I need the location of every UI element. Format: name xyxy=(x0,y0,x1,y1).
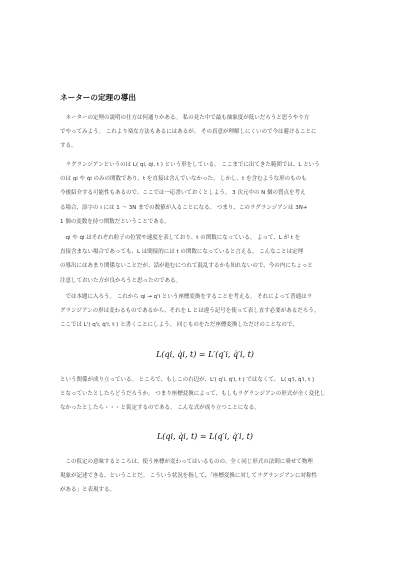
text-line: の導出にはあまり関係ないことだが、話が進むにつれて混乱するかも知れないので、今の内にちょっと xyxy=(60,263,313,270)
text-line: となっていたとしたらどうだろうか。 つまり座標変換によって、もしもラグランジアンの形式が全く変化し xyxy=(60,391,326,398)
text-line: 直接含まない場合であっても、L は間接的には t の関数になっていると言える。 こんなことは定理 xyxy=(60,249,304,256)
text-line: る場合、添字の i には 1 〜 3N までの数値が入ることになる。 つまり、このラグランジアンは 3N+ xyxy=(60,204,308,211)
text-line: がある」と表現する。 xyxy=(60,487,116,494)
equation-invariant-lagrangian: L(qi, q̇i, t) = L(q′i, q̇′i, t) xyxy=(156,432,254,441)
text-line: ここでは L'( q'i, q̇'i, t ) と書くことにしよう。 同じものをただ座標変換しただけのことなので、 xyxy=(60,322,298,329)
paragraph-intro xyxy=(60,111,358,154)
text-line: この仮定の意味するところは、使う座標が変わってはいるものの、全く同じ形式の法則に乗せて物理 xyxy=(60,459,313,465)
equation-transformed-lagrangian: L(qi, q̇i, t) = L′(q′i, q̇′i, t) xyxy=(156,350,254,359)
text-line: する。 xyxy=(60,143,77,150)
text-line: ネーターの定理の説明の仕方は何通りかある。 私の見た中で最も抽象度が低いだろうと思うやり方 xyxy=(60,115,310,121)
text-line: ラグランジアンというのは L( qi, q̇i, t ) という形をしている。 ここまでに出てきた範囲では、L という xyxy=(60,162,320,168)
paragraph-symmetry-assumption xyxy=(60,373,358,416)
section-title: ネーターの定理の導出 xyxy=(60,93,136,102)
text-line: グランジアンの形は変わるものであるから、それを L とは違う記号を使って表し直す必要があるだろう。 xyxy=(60,308,320,315)
text-line: 注意しておいた方が良かろうと思ったのである。 xyxy=(60,277,182,284)
text-line: qi や q̇i はそれぞれ粒子の位置や速度を表しており、t の関数になっている。 よって、L が t を xyxy=(60,235,301,241)
paragraph-meaning xyxy=(60,455,358,498)
text-line: 1 個の変数を持つ関数だということである。 xyxy=(60,218,170,225)
text-line: 今後紹介する可能性もあるので、ここでは一応書いておくとしよう。 3 次元中の N 個の質点を考え xyxy=(60,190,306,197)
paragraph-time-dependence xyxy=(60,231,358,288)
paragraph-coordinate-transform xyxy=(60,290,358,333)
text-line: なかったとしたら・・・と仮定するのである。 こんな式が成り立つことになる。 xyxy=(60,405,260,412)
text-line: でやってみよう。 これより楽な方法もあるにはあるが、 その真意が理解しにくいので今は避けることに xyxy=(60,129,317,136)
text-line: のは qi や q̇i のみの関数であり、t を直接は含んでいなかった。 しかし、t を含むような形のものも xyxy=(60,176,307,183)
text-line: という関係が成り立っている。 ところで、もしこの右辺が、L'( q'i, q̇'i, t ) ではなくて、 L( q'i, q̇'i, t ) xyxy=(60,377,315,383)
paragraph-lagrangian xyxy=(60,158,358,229)
text-line: では本題に入ろう。 これから qi → q'i という座標変換をすることを考える。 それによって普通はラ xyxy=(60,294,313,300)
text-line: 現象が記述できる、ということだ。 こういう状況を指して、「座標変換に対してラグランジアンに対称性 xyxy=(60,473,318,480)
